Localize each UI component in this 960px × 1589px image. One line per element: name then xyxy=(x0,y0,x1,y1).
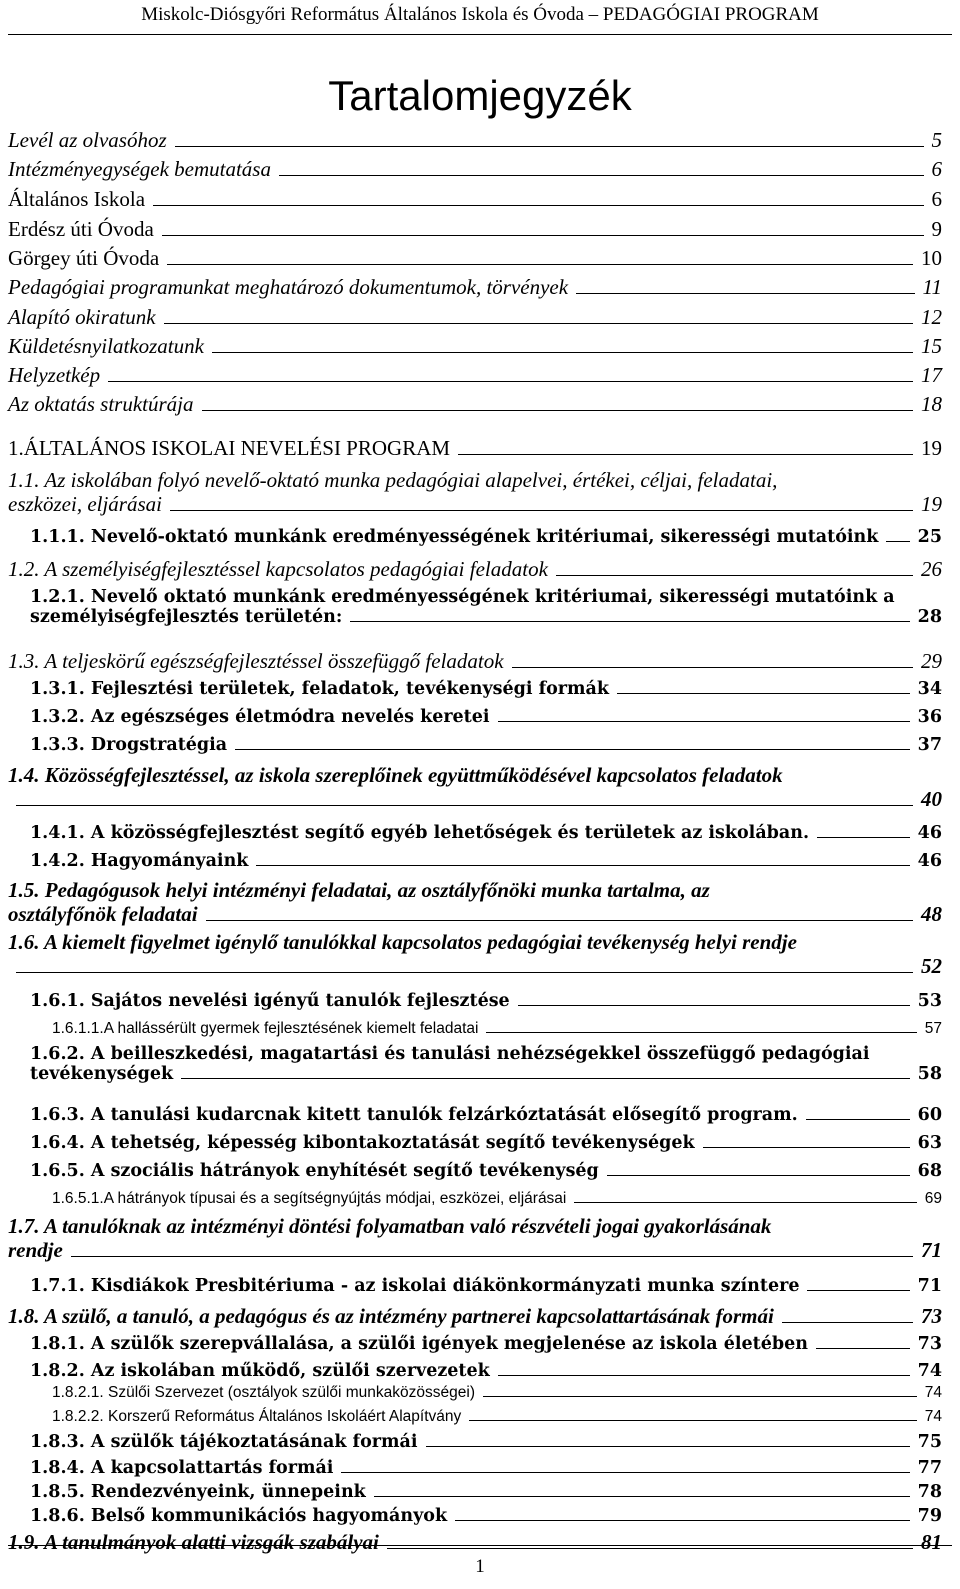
toc-entry-title: 1.8.2.2. Korszerű Református Általános Iskoláért Alapítvány xyxy=(52,1408,462,1425)
toc-page-number: 29 xyxy=(921,649,942,673)
toc-entry[interactable] xyxy=(30,851,942,871)
toc-page-number: 19 xyxy=(921,436,942,460)
toc-entry[interactable] xyxy=(8,275,942,299)
toc-entry[interactable] xyxy=(30,587,942,627)
toc-entry-title: 1.5. Pedagógusok helyi intézményi feladatai, az osztályfőnöki munka tartalma, az xyxy=(8,878,710,902)
toc-entry-title: 1.8.2. Az iskolában működő, szülői szervezetek xyxy=(30,1361,490,1381)
toc-page-number: 74 xyxy=(924,1384,942,1401)
toc-entry-title: 1.2.1. Nevelő oktató munkánk eredményességének kritériumai, sikerességi mutatóink a xyxy=(30,587,895,607)
toc-entry-title-continued: személyiségfejlesztés területén: xyxy=(30,607,343,628)
toc-entry-title: 1.8. A szülő, a tanuló, a pedagógus és az intézmény partnerei kapcsolattartásának formái xyxy=(8,1304,774,1328)
toc-entry[interactable] xyxy=(8,157,942,181)
toc-page-number: 71 xyxy=(917,1276,942,1296)
toc-entry[interactable] xyxy=(30,1334,942,1354)
leader-line xyxy=(374,1496,910,1497)
toc-entry-title: 1.8.5. Rendezvényeink, ünnepeink xyxy=(30,1482,366,1502)
toc-page-number: 58 xyxy=(917,1064,942,1085)
toc-entry-title: 1.6.1.1.A hallássérült gyermek fejlesztésének kiemelt feladatai xyxy=(52,1020,479,1037)
leader-line xyxy=(486,1032,916,1033)
leader-line xyxy=(817,837,910,838)
toc-entry-title: 1.4.2. Hagyományaink xyxy=(30,851,249,871)
toc-entry-title-continued: eszközei, eljárásai xyxy=(8,492,162,517)
toc-page-number: 9 xyxy=(931,217,942,241)
toc-entry[interactable] xyxy=(30,1458,942,1478)
footer-rule xyxy=(8,1545,952,1546)
toc-page-number: 52 xyxy=(921,954,942,979)
toc-entry[interactable] xyxy=(30,1276,942,1296)
toc-entry-title: Görgey úti Óvoda xyxy=(8,246,160,270)
leader-line xyxy=(498,1375,910,1376)
toc-entry-title: 1.8.1. A szülők szerepvállalása, a szülői igények megjelenése az iskola életében xyxy=(30,1334,808,1354)
toc-page-number: 53 xyxy=(917,991,942,1011)
page-number: 1 xyxy=(475,1556,485,1577)
toc-entry[interactable] xyxy=(30,527,942,547)
toc-entry-title-continued: rendje xyxy=(8,1238,63,1263)
toc-page-number: 71 xyxy=(921,1238,942,1263)
toc-entry[interactable] xyxy=(8,217,942,241)
leader-line xyxy=(235,749,910,750)
toc-entry-title: 1.8.6. Belső kommunikációs hagyományok xyxy=(30,1506,448,1526)
leader-line xyxy=(350,621,909,622)
toc-entry-title: 1.6.4. A tehetség, képesség kibontakoztatását segítő tevékenységek xyxy=(30,1133,695,1153)
toc-entry-title: 1.8.2.1. Szülői Szervezet (osztályok szülői munkaközösségei) xyxy=(52,1384,476,1401)
toc-page-number: 6 xyxy=(931,187,942,211)
toc-entry-title-continued: osztályfőnök feladatai xyxy=(8,902,198,927)
leader-line xyxy=(458,454,913,455)
toc-entry[interactable] xyxy=(8,763,942,811)
toc-entry-title: 1.4.1. A közösségfejlesztést segítő egyéb lehetőségek és területek az iskolában. xyxy=(30,823,810,843)
toc-page-number: 78 xyxy=(917,1482,942,1502)
toc-page-number: 74 xyxy=(924,1408,942,1425)
toc-entry[interactable] xyxy=(52,1408,942,1426)
toc-page-number: 17 xyxy=(921,363,942,387)
toc-entry[interactable] xyxy=(52,1190,942,1208)
toc-page-number: 46 xyxy=(917,823,942,843)
toc-entry-title: 1.3.1. Fejlesztési területek, feladatok, tevékenységi formák xyxy=(30,679,610,699)
leader-line xyxy=(175,146,924,147)
toc-entry-title: 1.6.1. Sajátos nevelési igényű tanulók fejlesztése xyxy=(30,991,510,1011)
leader-line xyxy=(512,667,913,668)
leader-line xyxy=(181,1078,909,1079)
toc-entry-title: 1.2. A személyiségfejlesztéssel kapcsolatos pedagógiai feladatok xyxy=(8,557,548,581)
toc-entry[interactable] xyxy=(8,305,942,329)
toc-entry[interactable] xyxy=(8,1304,942,1328)
toc-entry-title: 1.6.3. A tanulási kudarcnak kitett tanulók felzárkóztatását elősegítő program. xyxy=(30,1105,798,1125)
toc-entry[interactable] xyxy=(30,679,942,699)
toc-entry-title: Az oktatás struktúrája xyxy=(8,392,194,416)
toc-entry-title: Intézményegységek bemutatása xyxy=(8,157,271,181)
toc-entry[interactable] xyxy=(8,878,942,926)
toc-page-number: 18 xyxy=(921,392,942,416)
toc-page-number: 36 xyxy=(917,707,942,727)
toc-entry[interactable] xyxy=(30,1432,942,1452)
toc-page-number: 77 xyxy=(917,1458,942,1478)
leader-line xyxy=(607,1175,910,1176)
leader-line xyxy=(170,510,913,511)
toc-entry-title: Helyzetkép xyxy=(8,363,101,387)
toc-entry[interactable] xyxy=(8,363,942,387)
leader-line xyxy=(71,1256,913,1257)
leader-line xyxy=(202,410,913,411)
toc-entry[interactable] xyxy=(30,1482,942,1502)
toc-entry[interactable] xyxy=(30,1044,942,1084)
toc-page-number: 79 xyxy=(917,1506,942,1526)
toc-page-number: 6 xyxy=(931,157,942,181)
toc-entry-title: 1.1. Az iskolában folyó nevelő-oktató munka pedagógiai alapelvei, értékei, céljai, feladatai, xyxy=(8,468,778,492)
toc-entry-title: 1.1.1. Nevelő-oktató munkánk eredményességének kritériumai, sikerességi mutatóink xyxy=(30,527,879,547)
toc-page-number: 73 xyxy=(917,1334,942,1354)
toc-entry-title: 1.3. A teljeskörű egészségfejlesztéssel összefüggő feladatok xyxy=(8,649,504,673)
leader-line xyxy=(703,1147,910,1148)
toc-entry[interactable] xyxy=(8,468,942,516)
toc-page-number: 75 xyxy=(917,1432,942,1452)
leader-line xyxy=(807,1290,909,1291)
toc-entry[interactable] xyxy=(30,1361,942,1381)
toc-entry[interactable] xyxy=(30,1105,942,1125)
toc-entry-title: 1.4. Közösségfejlesztéssel, az iskola szereplőinek együttműködésével kapcsolatos feladatok xyxy=(8,763,783,787)
toc-page-number: 40 xyxy=(921,787,942,812)
toc-entry[interactable] xyxy=(30,1133,942,1153)
leader-line xyxy=(167,264,913,265)
leader-line xyxy=(518,1005,910,1006)
toc-page-number: 37 xyxy=(917,735,942,755)
toc-entry[interactable] xyxy=(8,1214,942,1262)
toc-page-number: 28 xyxy=(917,607,942,628)
page-title: Tartalomjegyzék xyxy=(328,72,632,119)
leader-line xyxy=(886,541,909,542)
toc-entry-title: 1.7. A tanulóknak az intézményi döntési folyamatban való részvételi jogai gyakorlásának xyxy=(8,1214,772,1238)
toc-entry-title: 1.8.3. A szülők tájékoztatásának formái xyxy=(30,1432,418,1452)
toc-page-number: 5 xyxy=(931,128,942,152)
leader-line xyxy=(387,1548,913,1549)
toc-page-number: 12 xyxy=(921,305,942,329)
toc-entry-title: 1.ÁLTALÁNOS ISKOLAI NEVELÉSI PROGRAM xyxy=(8,436,451,460)
toc-entry[interactable] xyxy=(30,1161,942,1181)
toc-entry-title: 1.3.3. Drogstratégia xyxy=(30,735,228,755)
leader-line xyxy=(469,1420,917,1421)
leader-line xyxy=(426,1446,910,1447)
toc-entry[interactable] xyxy=(8,649,942,673)
toc-entry[interactable] xyxy=(8,187,942,211)
toc-entry-title: Általános Iskola xyxy=(8,187,146,211)
toc-entry-title: 1.6.5. A szociális hátrányok enyhítését segítő tevékenység xyxy=(30,1161,599,1181)
toc-entry[interactable] xyxy=(8,128,942,152)
running-header: Miskolc-Diósgyőri Református Általános Iskola és Óvoda – PEDAGÓGIAI PROGRAM xyxy=(141,4,819,25)
toc-entry[interactable] xyxy=(30,707,942,727)
toc-entry[interactable] xyxy=(30,735,942,755)
leader-line xyxy=(498,721,910,722)
toc-page-number: 81 xyxy=(921,1530,942,1554)
toc-entry[interactable] xyxy=(8,246,942,270)
leader-line xyxy=(483,1396,917,1397)
toc-entry[interactable] xyxy=(8,930,942,978)
leader-line xyxy=(556,575,913,576)
leader-line xyxy=(164,323,913,324)
toc-page-number: 15 xyxy=(921,334,942,358)
leader-line xyxy=(153,205,923,206)
toc-entry-title: Alapító okiratunk xyxy=(8,305,156,329)
toc-entry-title: Levél az olvasóhoz xyxy=(8,128,167,152)
toc-page-number: 10 xyxy=(921,246,942,270)
leader-line xyxy=(16,805,913,806)
toc-entry-title-continued: tevékenységek xyxy=(30,1064,174,1085)
leader-line xyxy=(617,693,910,694)
toc-entry[interactable] xyxy=(52,1020,942,1038)
leader-line xyxy=(782,1322,913,1323)
leader-line xyxy=(574,1202,916,1203)
leader-line xyxy=(455,1520,910,1521)
toc-page-number: 48 xyxy=(921,902,942,927)
leader-line xyxy=(279,175,924,176)
toc-entry[interactable] xyxy=(8,1530,942,1554)
leader-line xyxy=(816,1348,910,1349)
leader-line xyxy=(206,920,913,921)
toc-entry-title: Küldetésnyilatkozatunk xyxy=(8,334,204,358)
leader-line xyxy=(162,235,924,236)
leader-line xyxy=(212,352,913,353)
toc-entry[interactable] xyxy=(30,1506,942,1526)
toc-entry[interactable] xyxy=(8,392,942,416)
leader-line xyxy=(16,972,913,973)
toc-page-number: 57 xyxy=(924,1020,942,1037)
toc-entry-title: 1.6.2. A beilleszkedési, magatartási és tanulási nehézségekkel összefüggő pedagógiai xyxy=(30,1044,870,1064)
toc-page-number: 25 xyxy=(917,527,942,547)
toc-entry-title: 1.6. A kiemelt figyelmet igénylő tanulókkal kapcsolatos pedagógiai tevékenység helyi rendje xyxy=(8,930,797,954)
toc-entry[interactable] xyxy=(8,436,942,460)
toc-entry-title: 1.3.2. Az egészséges életmódra nevelés keretei xyxy=(30,707,490,727)
leader-line xyxy=(256,865,909,866)
toc-entry[interactable] xyxy=(8,334,942,358)
leader-line xyxy=(341,1472,909,1473)
toc-page-number: 63 xyxy=(917,1133,942,1153)
toc-entry-title: 1.6.5.1.A hátrányok típusai és a segítségnyújtás módjai, eszközei, eljárásai xyxy=(52,1190,567,1207)
toc-page-number: 26 xyxy=(921,557,942,581)
toc-page-number: 11 xyxy=(922,275,942,299)
toc-entry-title: Erdész úti Óvoda xyxy=(8,217,154,241)
toc-page-number: 46 xyxy=(917,851,942,871)
toc-entry-title: 1.9. A tanulmányok alatti vizsgák szabályai xyxy=(8,1530,379,1554)
toc-page-number: 69 xyxy=(924,1190,942,1207)
toc-entry-title: 1.7.1. Kisdiákok Presbitériuma - az iskolai diákönkormányzati munka színtere xyxy=(30,1276,800,1296)
leader-line xyxy=(108,381,913,382)
toc-page-number: 68 xyxy=(917,1161,942,1181)
toc-page-number: 73 xyxy=(921,1304,942,1328)
toc-entry-title: Pedagógiai programunkat meghatározó dokumentumok, törvények xyxy=(8,275,569,299)
leader-line xyxy=(806,1119,910,1120)
toc-entry[interactable] xyxy=(30,991,942,1011)
header-rule xyxy=(8,34,952,35)
toc-entry[interactable] xyxy=(30,823,942,843)
toc-page-number: 74 xyxy=(917,1361,942,1381)
leader-line xyxy=(576,293,914,294)
toc-entry[interactable] xyxy=(8,557,942,581)
toc-page-number: 19 xyxy=(921,492,942,517)
toc-entry-title: 1.8.4. A kapcsolattartás formái xyxy=(30,1458,334,1478)
toc-page-number: 60 xyxy=(917,1105,942,1125)
toc-entry[interactable] xyxy=(52,1384,942,1402)
toc-page-number: 34 xyxy=(917,679,942,699)
